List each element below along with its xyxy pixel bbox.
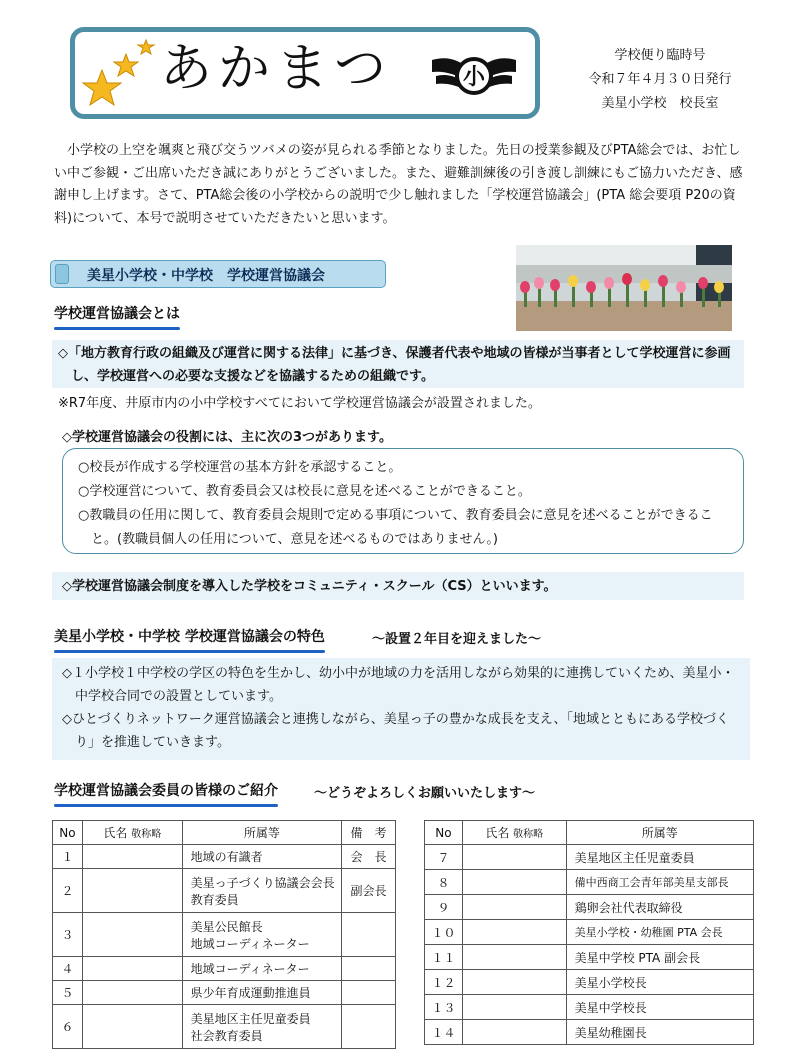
star-icon bbox=[80, 36, 160, 112]
table-row: １４ 美星幼稚園長 bbox=[425, 1020, 754, 1045]
what-is-heading: 学校運営協議会とは bbox=[54, 303, 180, 326]
col-name: 氏名 敬称略 bbox=[462, 821, 566, 845]
table-row: ８ 備中西商工会青年部美星支部長 bbox=[425, 870, 754, 895]
col-no: No bbox=[53, 821, 83, 845]
features-heading: 美星小学校・中学校 学校運営協議会の特色 bbox=[54, 626, 325, 649]
feature-item: ◇ひとづくりネットワーク運営協議会と連携しながら、美星っ子の豊かな成長を支え、「地域とともにある学校づくり」を推進していきます。 bbox=[62, 712, 730, 750]
table-row: ６ 美星地区主任児童委員 社会教育委員 bbox=[53, 1005, 396, 1049]
school-emblem-icon bbox=[428, 48, 520, 102]
table-row: １２ 美星小学校長 bbox=[425, 970, 754, 995]
issue-type: 学校便り臨時号 bbox=[614, 48, 706, 63]
col-affil: 所属等 bbox=[182, 821, 341, 845]
table-row: １１ 美星中学校 PTA 副会長 bbox=[425, 945, 754, 970]
tulip-photo bbox=[516, 245, 732, 331]
col-name: 氏名 敬称略 bbox=[82, 821, 182, 845]
table-row: １０ 美星小学校・幼稚園 PTA 会長 bbox=[425, 920, 754, 945]
members-table-left bbox=[52, 820, 396, 1049]
col-affil: 所属等 bbox=[566, 821, 753, 845]
roles-heading: ◇学校運営協議会の役割には、主に次の3つがあります。 bbox=[62, 430, 393, 445]
table-row: ２ 美星っ子づくり協議会会長 教育委員 副会長 bbox=[53, 869, 396, 913]
definition-text: ◇「地方教育行政の組織及び運営に関する法律」に基づき、保護者代表や地域の皆様が当事者として学校運営に参画し、学校運営への必要な支援などを協議するための組織です。 bbox=[58, 346, 731, 384]
table-header-row bbox=[425, 821, 754, 845]
intro-paragraph: 小学校の上空を颯爽と飛び交うツバメの姿が見られる季節となりました。先日の授業参観及びPTA総会では、お忙しい中ご参観・ご出席いただき誠にありがとうございました。また、避難訓練後の引き渡し訓練にもご協力いただき、感謝申し上げます。さて、PTA総会後の小学校からの説明で少し触れました「学校運営協議会」(PTA 総会要項 P20の資料)について、本号で説明させていただきたいと思います。 bbox=[54, 143, 743, 226]
col-remark: 備 考 bbox=[342, 821, 396, 845]
section-banner-title: 美星小学校・中学校 学校運営協議会 bbox=[87, 268, 325, 284]
newsletter-title: あかまつ bbox=[160, 39, 393, 99]
table-row: ４ 地域コーディネーター bbox=[53, 957, 396, 981]
role-item: ○学校運営について、教育委員会又は校長に意見を述べることができること。 bbox=[78, 484, 531, 499]
members-subtitle: ～どうぞよろしくお願いいたします～ bbox=[314, 786, 536, 801]
table-row: ９ 鶏卵会社代表取締役 bbox=[425, 895, 754, 920]
table-row: １３ 美星中学校長 bbox=[425, 995, 754, 1020]
members-heading: 学校運営協議会委員の皆様のご紹介 bbox=[54, 780, 278, 803]
roles-list bbox=[78, 456, 734, 552]
features-subtitle: ～設置２年目を迎えました～ bbox=[372, 632, 542, 647]
note-text: ※R7年度、井原市内の小中学校すべてにおいて学校運営協議会が設置されました。 bbox=[58, 396, 541, 411]
table-header-row bbox=[53, 821, 396, 845]
members-table-right bbox=[424, 820, 754, 1045]
section-banner bbox=[50, 260, 386, 288]
role-item: ○校長が作成する学校運営の基本方針を承認すること。 bbox=[78, 460, 402, 475]
col-no: No bbox=[425, 821, 463, 845]
table-row: ３ 美星公民館長 地域コーディネーター bbox=[53, 913, 396, 957]
issue-date: 令和７年４月３０日発行 bbox=[588, 72, 732, 87]
banner-tab bbox=[55, 264, 69, 284]
issuer: 美星小学校 校長室 bbox=[601, 96, 719, 111]
feature-item: ◇１小学校１中学校の学区の特色を生かし、幼小中が地域の力を活用しながら効果的に連携していくため、美星小・中学校合同での設置としています。 bbox=[62, 666, 735, 704]
table-row: ５ 県少年育成運動推進員 bbox=[53, 981, 396, 1005]
issue-info bbox=[565, 44, 755, 116]
cs-statement: ◇学校運営協議会制度を導入した学校をコミュニティ・スクール（CS）といいます。 bbox=[62, 579, 557, 594]
table-row: １ 地域の有識者 会 長 bbox=[53, 845, 396, 869]
table-row: ７ 美星地区主任児童委員 bbox=[425, 845, 754, 870]
role-item: ○教職員の任用に関して、教育委員会規則で定める事項について、教育委員会に意見を述べることができること。(教職員個人の任用について、意見を述べるものではありません。) bbox=[78, 508, 713, 547]
emblem-char: 小 bbox=[462, 65, 486, 90]
features-list bbox=[62, 662, 746, 754]
